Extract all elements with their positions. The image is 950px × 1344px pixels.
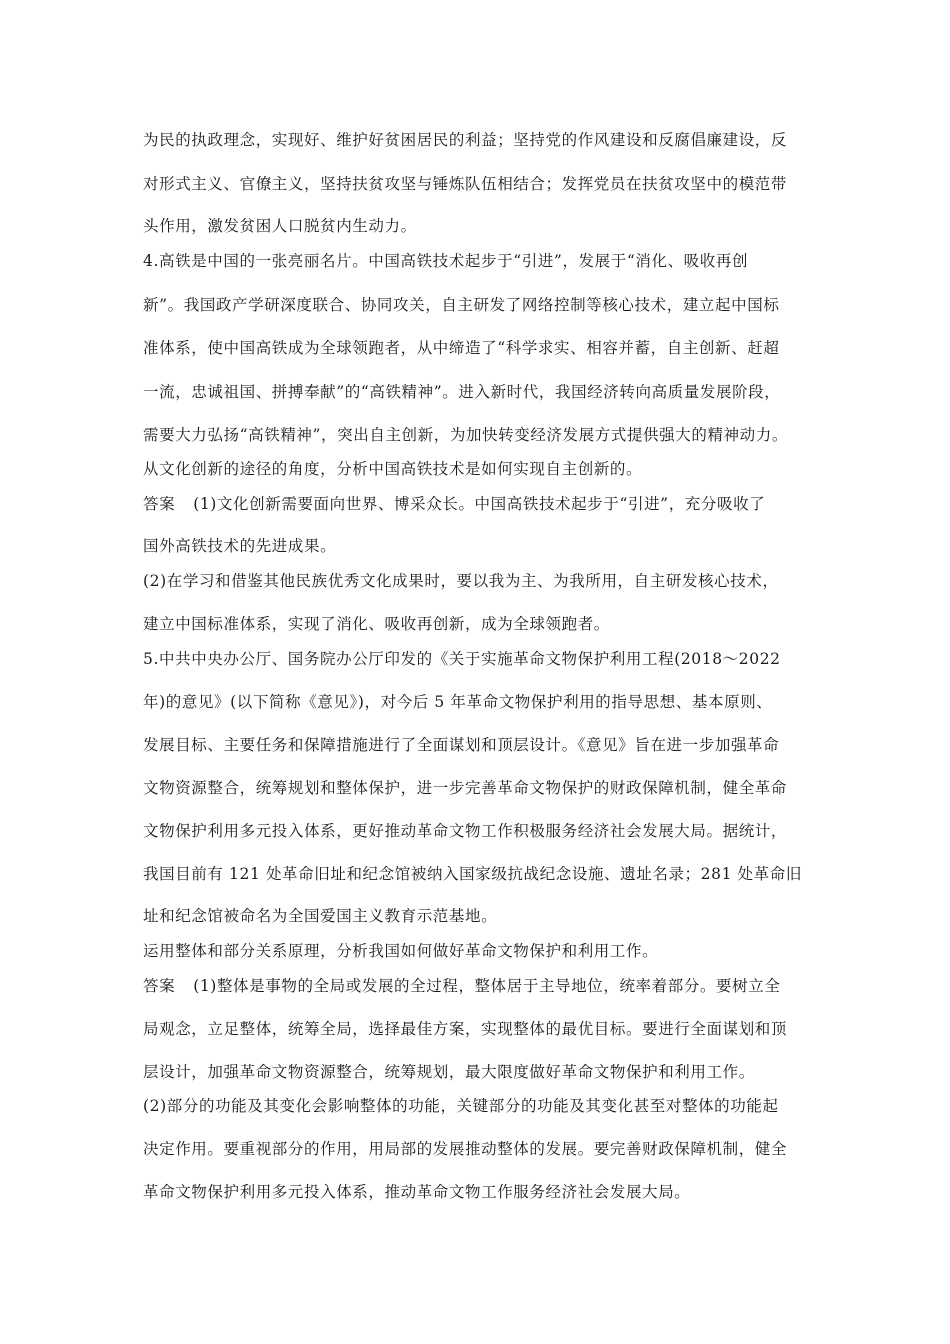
answer-4-line-1 (143, 492, 765, 514)
text-line: 头作用，激发贫困人口脱贫内生动力。 (143, 217, 417, 235)
answer-5-part-2: (2)部分的功能及其变化会影响整体的功能，关键部分的功能及其变化甚至对整体的功能起 (143, 1097, 779, 1115)
text-line: 址和纪念馆被命名为全国爱国主义教育示范基地。 (143, 907, 498, 925)
text-line: 文物保护利用多元投入体系，更好推动革命文物工作积极服务经济社会发展大局。据统计， (143, 822, 788, 840)
text-line: 需要大力弘扬“高铁精神”，突出自主创新，为加快转变经济发展方式提供强大的精神动力。 (143, 426, 788, 444)
text-line: 国外高铁技术的先进成果。 (143, 537, 337, 555)
text-line: 革命文物保护利用多元投入体系，推动革命文物工作服务经济社会发展大局。 (143, 1183, 691, 1201)
text-line: 层设计，加强革命文物资源整合，统筹规划，最大限度做好革命文物保护和利用工作。 (143, 1063, 755, 1081)
text-line: 年)的意见》(以下简称《意见》)，对今后 5 年革命文物保护利用的指导思想、基本原则、 (143, 693, 773, 711)
answer-5-line-1 (143, 974, 780, 996)
text-line: 局观念，立足整体，统筹全局，选择最佳方案，实现整体的最优目标。要进行全面谋划和顶 (143, 1020, 788, 1038)
text-line: 对形式主义、官僚主义，坚持扶贫攻坚与锤炼队伍相结合；发挥党员在扶贫攻坚中的模范带 (143, 175, 788, 193)
question-5-prompt: 运用整体和部分关系原理，分析我国如何做好革命文物保护和利用工作。 (143, 942, 659, 960)
answer-label: 答案 (143, 495, 176, 513)
answer-text: (1)文化创新需要面向世界、博采众长。中国高铁技术起步于“引进”，充分吸收了 (193, 495, 766, 513)
answer-text: (1)整体是事物的全局或发展的全过程，整体居于主导地位，统率着部分。要树立全 (193, 977, 781, 995)
answer-4-part-2: (2)在学习和借鉴其他民族优秀文化成果时，要以我为主、为我所用，自主研发核心技术， (143, 572, 779, 590)
text-line: 准体系，使中国高铁成为全球领跑者，从中缔造了“科学求实、相容并蓄，自主创新、赶超 (143, 339, 780, 357)
question-4-prompt: 从文化创新的途径的角度，分析中国高铁技术是如何实现自主创新的。 (143, 460, 643, 478)
text-line: 文物资源整合，统筹规划和整体保护，进一步完善革命文物保护的财政保障机制，健全革命 (143, 779, 788, 797)
text-line: 建立中国标准体系，实现了消化、吸收再创新，成为全球领跑者。 (143, 615, 610, 633)
text-line: 为民的执政理念，实现好、维护好贫困居民的利益；坚持党的作风建设和反腐倡廉建设，反 (143, 131, 788, 149)
question-5-line: 5.中共中央办公厅、国务院办公厅印发的《关于实施革命文物保护利用工程(2018～2022 (143, 650, 781, 668)
text-line: 决定作用。要重视部分的作用，用局部的发展推动整体的发展。要完善财政保障机制，健全 (143, 1140, 788, 1158)
text-line: 一流，忠诚祖国、拼搏奉献”的“高铁精神”。进入新时代，我国经济转向高质量发展阶段， (143, 383, 781, 401)
text-line: 新”。我国政产学研深度联合、协同攻关，自主研发了网络控制等核心技术，建立起中国标 (143, 296, 780, 314)
question-4-line: 4.高铁是中国的一张亮丽名片。中国高铁技术起步于“引进”，发展于“消化、吸收再创 (143, 252, 749, 270)
text-line: 发展目标、主要任务和保障措施进行了全面谋划和顶层设计。《意见》旨在进一步加强革命 (143, 736, 780, 754)
answer-label: 答案 (143, 977, 176, 995)
text-line: 我国目前有 121 处革命旧址和纪念馆被纳入国家级抗战纪念设施、遗址名录；281 处革命旧 (143, 865, 802, 883)
